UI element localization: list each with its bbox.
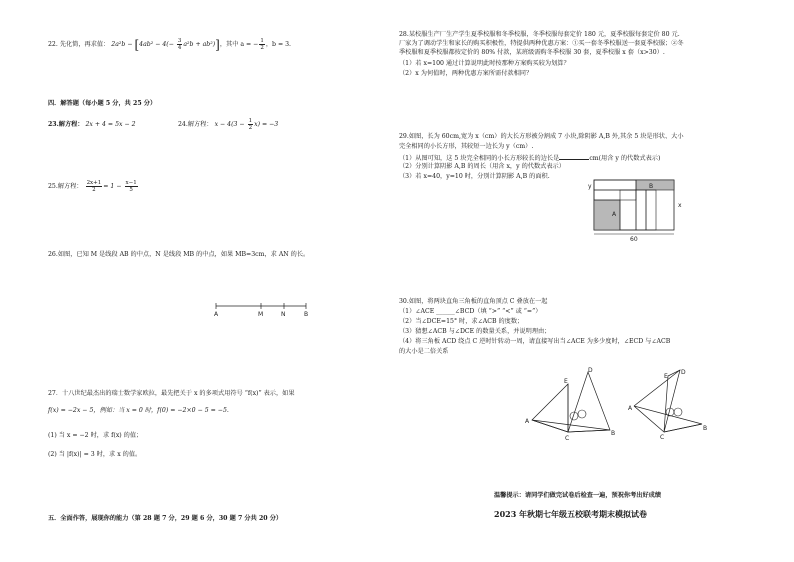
shaded-b	[636, 180, 674, 190]
triangle-figure-1	[522, 368, 618, 442]
q28-line3: 季校服和夏季校服都按定价的 80% 付款，某班级需购冬季校服 30 套，夏季校服 x 套（x>30）.	[399, 49, 665, 56]
section5-title: 五．全面作答，展现你的能力（第 28 题 7 分，29 题 6 分，30 题 7 分共 20 分）	[48, 515, 283, 522]
q29-line1: 29.如图，长为 60cm,宽为 x（cm）的大长方形被分割成 7 小块,除阴影 A,B 外,其余 5 块是形状、大小	[399, 133, 684, 140]
q28-line1: 28.某校服生产厂生产学生夏季校服和冬季校服，冬季校服每套定价 180 元，夏季校服每套定价 80 元.	[399, 31, 680, 38]
rectangle-figure	[588, 178, 688, 244]
point-m-label: M	[258, 311, 264, 318]
svg-text:B: B	[703, 425, 708, 432]
q30-sub4b: 的大小是二倍关系	[399, 348, 449, 355]
label-a: A	[612, 211, 617, 218]
label-x: x	[678, 202, 682, 209]
svg-text:A: A	[525, 418, 530, 425]
q27-sub2: (2) 当 |f(x)| = 3 时，求 x 的值。	[48, 451, 142, 458]
section4-title: 四．解答题（每小题 5 分，共 25 分）	[48, 100, 157, 107]
q22: 22. 先化简，再求值： 2a²b − [4ab² − 4(− $\frac{3}{4}$ a²b + ab²)]，其中 a = − $\frac{1}{2}$ ，b = 3.	[48, 37, 292, 52]
answer-blank	[559, 153, 589, 160]
q28-line2: 厂家为了调动学生和家长的购买积极性，特提供两种优惠方案：①买一套冬季校服送一套夏季校服；②冬	[399, 40, 684, 47]
small-rect-2	[594, 190, 636, 200]
svg-text:D: D	[681, 369, 686, 376]
q28-sub1: （1）若 x=100 通过计算说明此时按那种方案购买较为划算？	[399, 60, 570, 67]
svg-text:A: A	[628, 405, 633, 412]
q30-sub3: （3）猜想∠ACB 与∠DCE 的数量关系，并说明理由；	[399, 328, 551, 335]
point-b-label: B	[304, 311, 309, 318]
q29-sub2: （2）分别计算阴影 A,B 的周长（用含 x，y 的代数式表示）	[399, 163, 565, 170]
q26: 26.如图，已知 M 是线段 AB 的中点，N 是线段 MB 的中点，如果 MB=3cm，求 AN 的长。	[48, 251, 310, 258]
svg-text:C: C	[565, 435, 570, 442]
small-rect-3	[620, 190, 636, 230]
small-rect-5	[646, 190, 656, 230]
label-y: y	[588, 183, 592, 190]
q23: 23.解方程： 2x + 4 = 5x − 2	[48, 121, 136, 128]
svg-text:E: E	[564, 378, 568, 385]
svg-text:B: B	[611, 430, 616, 437]
small-rect-4	[636, 190, 646, 230]
point-a-label: A	[214, 311, 219, 318]
label-b: B	[649, 183, 654, 190]
q30-line1: 30.如图，将两块直角三角板的直角顶点 C 叠放在一起	[399, 298, 548, 305]
label-width: 60	[630, 236, 638, 243]
segment-figure	[212, 300, 312, 320]
exam-title: 2023 年秋期七年级五校联考期末模拟试卷	[494, 509, 648, 519]
svg-text:E: E	[664, 373, 668, 380]
q30-sub1: （1）∠ACE ______∠BCD（填 “>” “<” 或 “=”）	[399, 308, 542, 315]
q30-sub2: （2）当∠DCE=15° 时，求∠ACB 的度数；	[399, 318, 524, 325]
svg-text:C: C	[660, 434, 665, 441]
q30-sub4a: （4）将三角板 ACD 绕点 C 逆时针转动一周，请直接写出当∠ACE 为多少度时，∠ECD 与∠ACB	[399, 338, 671, 345]
q27-line2: f(x) = −2x − 5，例如：当 x = 0 时，f(0) = −2×0 − 5 = −5.	[48, 407, 229, 414]
q27-sub1: (1) 当 x = −2 时，求 f(x) 的值；	[48, 432, 143, 439]
reminder: 温馨提示：请同学们做完试卷后检查一遍，预祝你考出好成绩	[494, 492, 662, 499]
q29-sub3: （3）若 x=40，y=10 时，分别计算阴影 A,B 的面积.	[399, 173, 550, 180]
q24: 24.解方程： x − 4(3 − $\frac{1}{2}$ x) = −3	[178, 118, 279, 131]
point-n-label: N	[281, 311, 286, 318]
q29-line2: 完全相同的小长方形，其较短一边长为 y（cm）.	[399, 143, 534, 150]
q27-line1: 27．十八世纪最杰出的瑞士数学家欧拉，最先把关于 x 的多项式用符号 “f(x)” 表示，如果	[48, 390, 295, 397]
q28-sub2: （2）x 为何值时，两种优惠方案所需付款相同？	[399, 70, 533, 77]
q29-sub1: （1）从图可知，这 5 块完全相同的小长方形较长的边长是 cm(用含 y 的代数式表示)	[399, 155, 661, 162]
triangle-figure-2	[628, 366, 712, 440]
q25: 25.解方程： $\frac{2x+1}{2}$ = 1 − $\frac{x-1}{5}$	[48, 180, 137, 193]
svg-text:D: D	[588, 367, 593, 374]
small-rect-1	[594, 180, 636, 190]
